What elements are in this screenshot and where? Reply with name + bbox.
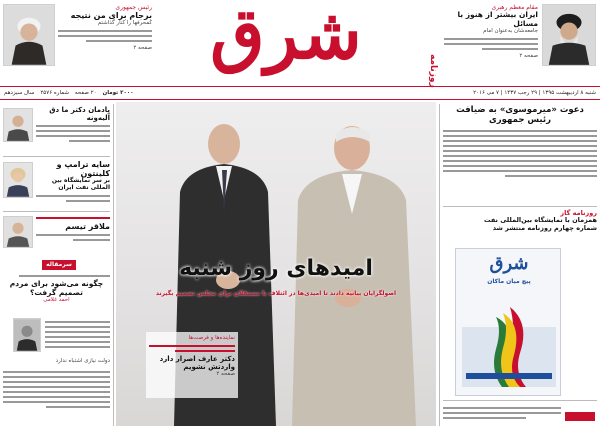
promo-cover-sub: پیچ میان ماکان [487,278,531,285]
left-story-2-body [36,195,110,202]
divider [443,206,597,207]
main-photo [116,102,436,426]
left-story-1-photo [3,108,33,142]
left-story-2-title: سایه ترامپ و کلینتون [56,160,110,179]
top-left-caption: صفحه ۲ [133,45,152,52]
top-right-headline: ایران بیشتر از هنوز با مسائل [457,10,538,28]
masthead [160,0,438,88]
portrait-image [4,109,32,141]
top-right-sub: جامعه‌شان به‌عنوان امام [483,28,538,35]
top-left-body [58,30,152,42]
right-story-1-body [443,130,597,177]
left-story-1[interactable] [3,106,110,154]
main-headline[interactable]: امیدهای روز شنبه [179,256,373,281]
top-left-sub: کمحرفها را کنار گذاشتم [97,20,152,27]
issue-pages: ۲۰ صفحه [74,90,97,96]
issue-date: شنبه ۸ اردیبهشت ۱۳۹۵ | ۲۹ رجب ۱۴۳۷ | ۷ می ۲۰۱۶ [473,90,596,96]
left-story-2-sub: بر سر نمایشگاه بین المللی نفت ایران [51,177,110,192]
editorial-author: احمد غلامی [43,297,70,304]
promo-cover-art [456,287,561,396]
editorial-body [45,318,110,351]
left-column-divider [113,104,114,426]
right-promo-sub: شماره چهارم روزنامه منتشر شد [492,223,597,232]
main-inset[interactable] [146,332,238,398]
right-column-divider [439,104,440,426]
left-story-1-body [36,125,110,142]
right-footer-badge [565,412,595,421]
top-right-story[interactable] [444,4,538,66]
issue-number: شماره ۲۵۷۶ [40,90,69,96]
promo-cover[interactable] [455,248,561,396]
left-story-3-body [36,234,110,241]
portrait-image [14,319,40,351]
left-story-3-title: ملاقر تیسم [65,222,110,231]
editorial-sub: دولت نیازی اشتباه ندارد [55,358,110,364]
right-footer-body [443,404,561,422]
main-inset-lines [149,345,235,352]
left-story-2[interactable] [3,160,110,208]
right-story-1-title: دعوت «میرموسوی» به ضیافت رئیس جمهوری [456,105,584,125]
editorial-author-photo [13,318,41,352]
masthead-logo: شرق [210,0,362,75]
top-left-story[interactable] [58,4,152,66]
editorial-body-cont [3,368,110,411]
top-right-body [444,38,538,50]
main-inset-kicker: نماینده‌ها و فرصت‌ها [188,335,235,341]
portrait-image [543,5,595,65]
left-story-1-title: یادمان دکتر ما دق آلیه‌ونه [49,106,110,123]
masthead-logo-sub: روزنامه [428,54,438,88]
right-story-1[interactable] [443,106,597,206]
right-promo-title: همزمان با نمایشگاه بین‌المللی نفت [483,216,597,225]
top-right-kicker: مقام معظم رهبری [491,4,538,11]
divider [3,211,110,212]
issue-strip [0,86,600,100]
main-inset-title: دکتر عارف اصرار دارد واردتش نشویم [159,354,235,371]
divider [443,400,597,401]
portrait-image [4,217,32,247]
main-inset-page: صفحه ۲ [216,370,235,377]
promo-cover-masthead: شرق [489,253,529,274]
left-story-3-photo [3,216,33,248]
right-promo-label: روزنامه گاز [560,209,597,217]
portrait-image [4,5,54,65]
left-story-3[interactable] [3,214,110,254]
editorial-label: سرمقاله [42,260,76,270]
divider [3,156,110,157]
main-subhead: اصولگرایان بیانیه دادند تا امیدی‌ها در ائتلاف با مستقلان برای مجلس تصمیم بگیرند [155,290,397,297]
top-left-headline: برجام برای من نتیجه [70,11,152,21]
top-right-portrait [542,4,596,66]
top-left-portrait [3,4,55,66]
top-right-caption: صفحه ۲ [519,53,538,60]
issue-price: ۲۰۰۰ تومان [102,90,134,96]
issue-year: سال سیزدهم [4,90,35,96]
editorial-title: چگونه می‌شود برای مردم تصمیم گرفت؟ [9,279,104,297]
editorial-block[interactable] [3,272,110,426]
left-story-2-photo [3,162,33,198]
portrait-image [4,163,32,197]
top-left-kicker: رئیس جمهوری [115,4,152,11]
right-promo[interactable] [443,210,597,248]
editorial-kicker [3,275,110,277]
left-story-3-kicker [36,217,110,219]
